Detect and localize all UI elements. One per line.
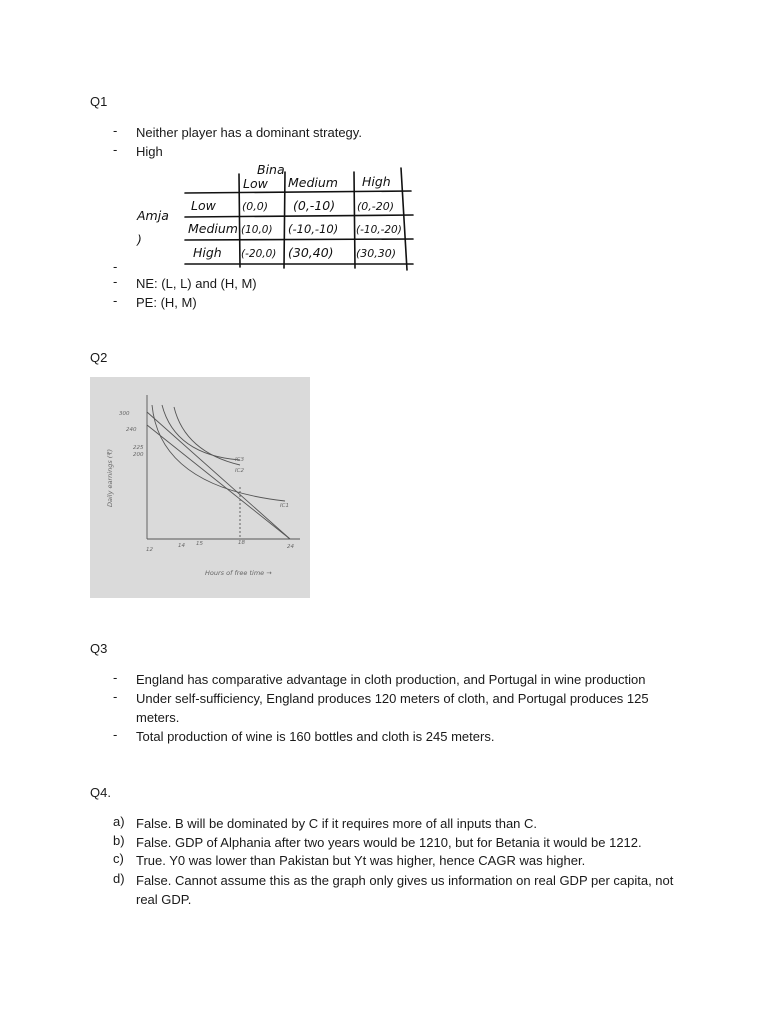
row-label-medium: Medium <box>188 221 238 236</box>
indifference-curve <box>174 407 240 465</box>
item-label: d) <box>113 871 125 886</box>
item-label: c) <box>113 851 124 866</box>
indifference-curve <box>152 405 285 501</box>
hand-drawn-graph-photo <box>90 377 310 598</box>
q3-bullet-3: Total production of wine is 160 bottles and cloth is 245 meters. <box>136 729 495 744</box>
bullet-dash: - <box>113 274 118 289</box>
q3-heading: Q3 <box>90 641 108 656</box>
q2-heading: Q2 <box>90 350 108 365</box>
payoff-cell: (0,-20) <box>357 200 395 213</box>
q3-bullet-2: Under self-sufficiency, England produces 120 meters of cloth, and Portugal produces 125 meters. <box>136 691 649 725</box>
payoff-cell: (30,30) <box>356 247 397 260</box>
payoff-cell: (0,-10) <box>293 198 336 213</box>
row-label-low: Low <box>191 198 216 213</box>
x-tick: 14 <box>178 543 185 549</box>
q1-heading: Q1 <box>90 94 108 109</box>
col-header-low: Low <box>243 176 268 191</box>
item-label: b) <box>113 833 125 848</box>
y-tick: 240 <box>126 427 137 433</box>
table-rule <box>185 239 413 240</box>
sketch-drawing <box>90 377 310 598</box>
bullet-dash: - <box>113 142 118 157</box>
table-rule <box>354 172 355 268</box>
bullet-dash: - <box>113 670 118 685</box>
q1-bullet-1: Neither player has a dominant strategy. <box>136 125 362 140</box>
x-tick: 12 <box>146 547 153 553</box>
q1-bullet-4: NE: (L, L) and (H, M) <box>136 276 257 291</box>
payoff-cell: (10,0) <box>241 224 273 236</box>
q1-bullet-5: PE: (H, M) <box>136 295 197 310</box>
table-rule <box>284 172 285 268</box>
q1-bullet-2: High <box>136 144 163 159</box>
curve-label: IC2 <box>235 468 244 474</box>
col-header-high: High <box>362 174 391 189</box>
payoff-cell: (0,0) <box>242 200 269 213</box>
y-tick: 225 <box>133 445 144 451</box>
budget-line <box>147 412 290 539</box>
column-player-label: Bina <box>257 162 285 177</box>
q4-heading: Q4. <box>90 785 111 800</box>
x-tick: 24 <box>287 544 294 550</box>
bullet-dash: - <box>113 259 118 274</box>
bullet-dash: - <box>113 727 118 742</box>
x-axis-label: Hours of free time → <box>205 569 272 577</box>
curve-label: IC3 <box>235 457 244 463</box>
y-tick: 200 <box>133 452 144 458</box>
item-label: a) <box>113 814 125 829</box>
payoff-cell: (-10,-10) <box>288 222 339 236</box>
indifference-curve <box>162 405 240 460</box>
table-rule <box>185 215 413 217</box>
handwritten-payoff-table <box>133 160 418 275</box>
bullet-dash: - <box>113 293 118 308</box>
payoff-cell: (-10,-20) <box>356 224 402 236</box>
row-player-mark: ) <box>137 232 142 247</box>
q4-item-d: False. Cannot assume this as the graph only gives us information on real GDP per capita, not real GDP. <box>136 873 674 907</box>
x-tick: 18 <box>238 540 245 546</box>
payoff-cell: (30,40) <box>288 245 334 260</box>
payoff-cell: (-20,0) <box>241 248 277 260</box>
bullet-dash: - <box>113 689 118 704</box>
row-player-label: Amja <box>137 208 169 223</box>
curve-label: IC1 <box>280 503 289 509</box>
row-label-high: High <box>193 245 222 260</box>
bullet-dash: - <box>113 123 118 138</box>
budget-line <box>147 425 290 539</box>
y-axis-label: Daily earnings (₹) <box>106 449 114 507</box>
table-rule <box>185 191 411 193</box>
q4-item-b: False. GDP of Alphania after two years would be 1210, but for Betania it would be 1212. <box>136 835 642 850</box>
q4-item-a: False. B will be dominated by C if it requires more of all inputs than C. <box>136 816 538 831</box>
x-tick: 15 <box>196 541 203 547</box>
q3-bullet-1: England has comparative advantage in cloth production, and Portugal in wine production <box>136 672 646 687</box>
q4-item-c: True. Y0 was lower than Pakistan but Yt was higher, hence CAGR was higher. <box>136 853 586 868</box>
col-header-medium: Medium <box>288 175 338 190</box>
y-tick: 300 <box>119 411 130 417</box>
table-rule <box>239 174 240 267</box>
table-rule <box>401 168 407 270</box>
